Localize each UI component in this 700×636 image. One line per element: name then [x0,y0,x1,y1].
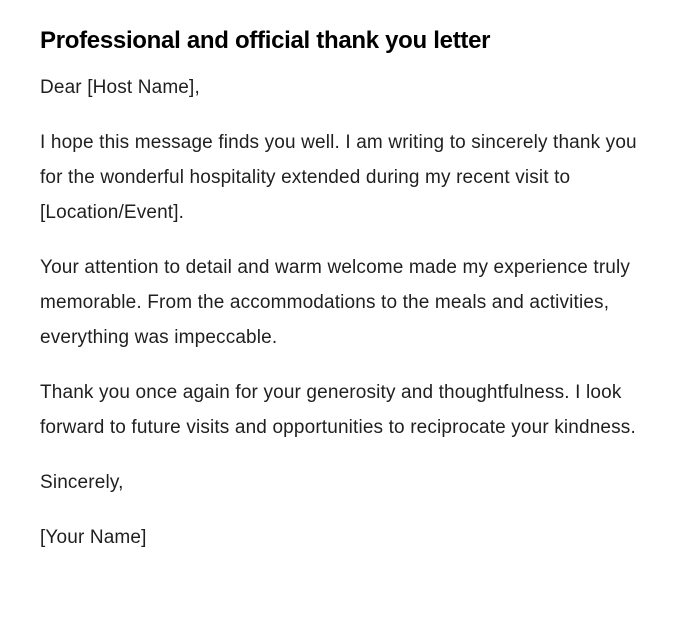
letter-paragraph-1: I hope this message finds you well. I am writing to sincerely thank you for the wonderful hospitality extended during my recent visit to [Location/Event]. [40,132,637,223]
letter-title: Professional and official thank you letter [40,27,491,54]
letter-salutation: Dear [Host Name], [40,77,200,98]
letter-signature: [Your Name] [40,527,147,548]
letter-document [40,26,650,575]
letter-paragraph-2: Your attention to detail and warm welcome made my experience truly memorable. From the accommodations to the meals and activities, everything was impeccable. [40,257,631,348]
letter-paragraph-3: Thank you once again for your generosity and thoughtfulness. I look forward to future visits and opportunities to reciprocate your kindness. [40,382,636,438]
letter-closing: Sincerely, [40,472,124,493]
